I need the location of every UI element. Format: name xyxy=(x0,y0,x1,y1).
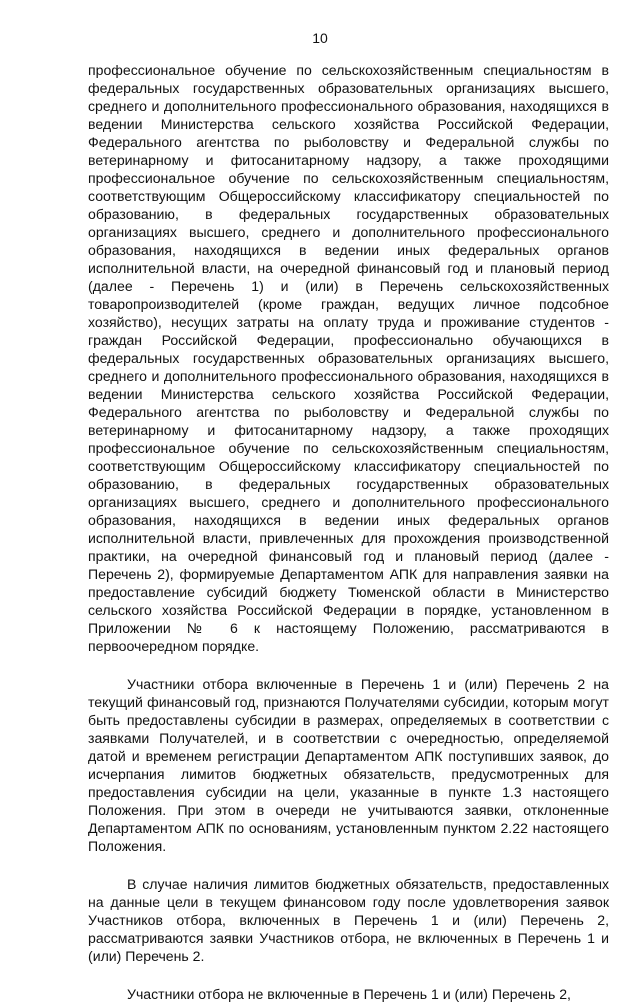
document-body xyxy=(88,61,609,1003)
paragraph-not-included: Участники отбора не включенные в Перечень 1 и (или) Перечень 2, xyxy=(127,986,571,1002)
paragraph-remaining-limits: В случае наличия лимитов бюджетных обязательств, предоставленных на данные цели в текущем финансовом году после удовлетворения заявок Участников отбора, включенных в Перечень 1 и (или) Перечень 2, рассматриваются заявки Участников отбора, не включенных в Перечень 1 и (или) Перечень 2. xyxy=(88,876,609,964)
page-number: 10 xyxy=(312,30,328,46)
paragraph-continuation: профессиональное обучение по сельскохозяйственным специальностям в федеральных государственных образовательных организациях высшего, среднего и дополнительного профессионального образования, находящихся в ведении Министерства сельского хозяйства Российской Федерации, Федерального агентства по рыболовству и Федеральной службы по ветеринарному и фитосанитарному надзору, а также проходящими профессиональное обучение по сельскохозяйственным специальностям, соответствующим Общероссийскому классификатору специальностей по образованию, в федеральных государственных образовательных организациях высшего, среднего и дополнительного профессионального образования, находящихся в ведении иных федеральных органов исполнительной власти, на очередной финансовый год и плановый период (далее - Перечень 1) и (или) в Перечень сельскохозяйственных товаропроизводителей (кроме граждан, ведущих личное подсобное хозяйство), несущих затраты на оплату труда и проживание студентов - граждан Российской Федерации, профессионально обучающихся в федеральных государственных образовательных организациях высшего, среднего и дополнительного профессионального образования, находящихся в ведении Министерства сельского хозяйства Российской Федерации, Федерального агентства по рыболовству и Федеральной службы по ветеринарному и фитосанитарному надзору, а также проходящих профессиональное обучение по сельскохозяйственным специальностям, соответствующим Общероссийскому классификатору специальностей по образованию, в федеральных государственных образовательных организациях высшего, среднего и дополнительного профессионального образования, находящихся в ведении иных федеральных органов исполнительной власти, привлеченных для прохождения производственной практики, на очередной финансовый год и плановый период (далее - Перечень 2), формируемые Департаментом АПК для направления заявки на предоставление субсидий бюджету Тюменской области в Министерство сельского хозяйства Российской Федерации в порядке, установленном в Приложении № 6 к настоящему Положению, рассматриваются в первоочередном порядке. xyxy=(88,62,609,654)
paragraph-recipients: Участники отбора включенные в Перечень 1 и (или) Перечень 2 на текущий финансовый год, признаются Получателями субсидии, которым могут быть предоставлены субсидии в размерах, определяемых в соответствии с заявками Получателей, и в соответствии с очередностью, определяемой датой и временем регистрации Департаментом АПК поступивших заявок, до исчерпания лимитов бюджетных обязательств, предусмотренных для предоставления субсидии на цели, указанные в пункте 1.3 настоящего Положения. При этом в очереди не учитываются заявки, отклоненные Департаментом АПК по основаниям, установленным пунктом 2.22 настоящего Положения. xyxy=(88,676,609,854)
